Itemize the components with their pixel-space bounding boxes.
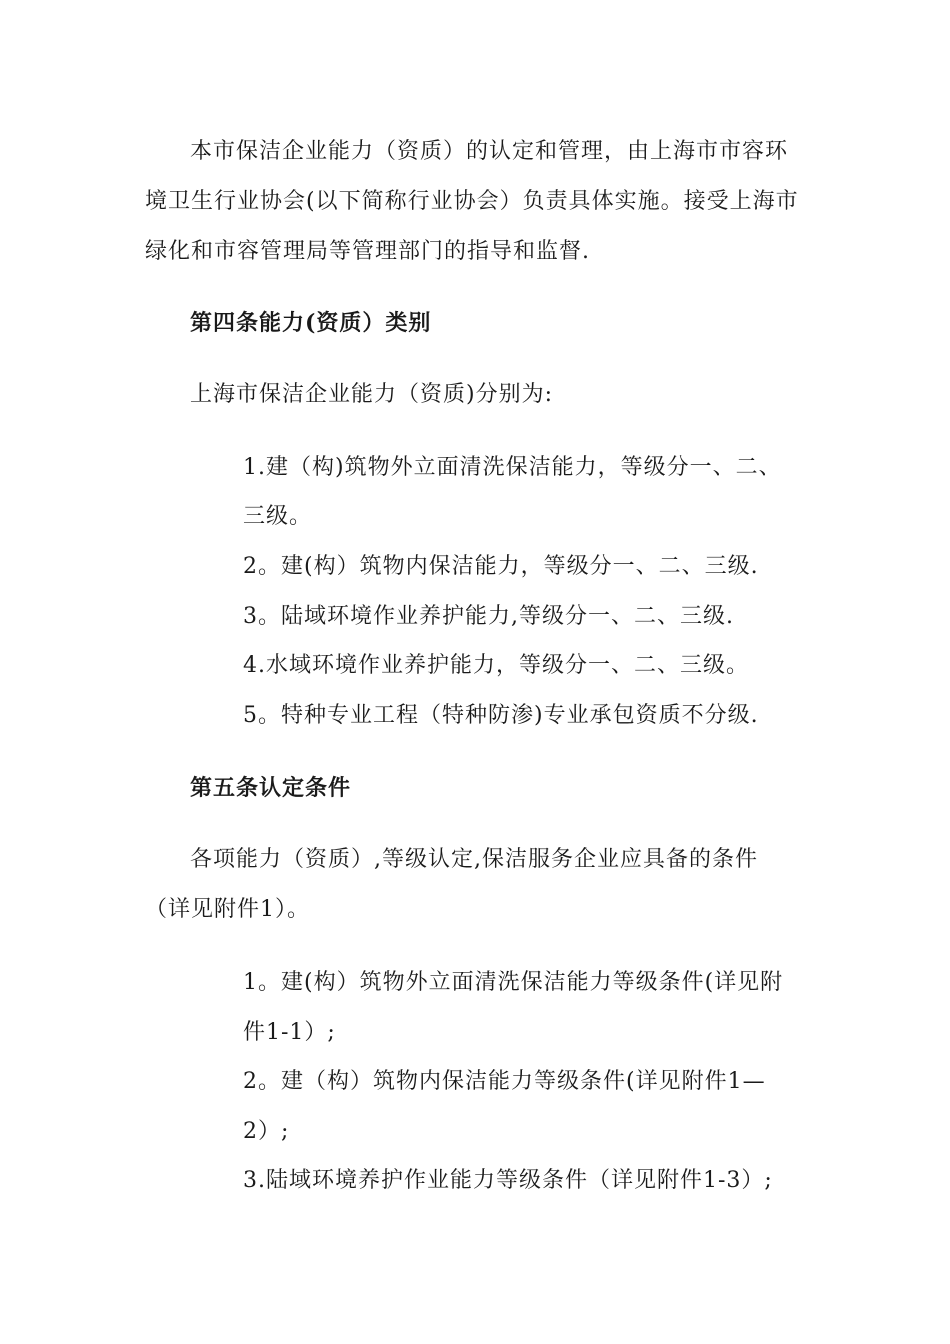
list-item: 1.建（构)筑物外立面清洗保洁能力，等级分一、二、 bbox=[243, 455, 782, 480]
article-5-heading: 第五条认定条件 bbox=[190, 775, 352, 801]
list-item: 2。建(构）筑物内保洁能力，等级分一、二、三级. bbox=[243, 554, 759, 579]
article-5-lead-2: （详见附件1）。 bbox=[145, 897, 310, 922]
intro-line-2: 境卫生行业协会(以下简称行业协会）负责具体实施。接受上海市 bbox=[145, 189, 799, 214]
list-item: 4.水域环境作业养护能力，等级分一、二、三级。 bbox=[243, 653, 749, 678]
intro-line-3: 绿化和市容管理局等管理部门的指导和监督. bbox=[145, 239, 590, 264]
list-item: 3。陆域环境作业养护能力,等级分一、二、三级. bbox=[243, 604, 734, 629]
list-item: 1。建(构）筑物外立面清洗保洁能力等级条件(详见附 bbox=[243, 970, 784, 995]
list-item: 3.陆域环境养护作业能力等级条件（详见附件1-3）; bbox=[243, 1168, 773, 1193]
list-item: 5。特种专业工程（特种防渗)专业承包资质不分级. bbox=[243, 703, 759, 728]
article-4-lead: 上海市保洁企业能力（资质)分别为: bbox=[190, 382, 553, 407]
list-item: 三级。 bbox=[243, 504, 313, 529]
article-5-lead-1: 各项能力（资质）,等级认定,保洁服务企业应具备的条件 bbox=[190, 847, 758, 872]
list-item: 2）; bbox=[243, 1119, 290, 1144]
intro-line-1: 本市保洁企业能力（资质）的认定和管理，由上海市市容环 bbox=[190, 139, 789, 164]
article-4-heading: 第四条能力(资质）类别 bbox=[190, 310, 432, 336]
list-item: 2。建（构）筑物内保洁能力等级条件(详见附件1— bbox=[243, 1069, 766, 1094]
list-item: 件1-1）; bbox=[243, 1020, 336, 1045]
